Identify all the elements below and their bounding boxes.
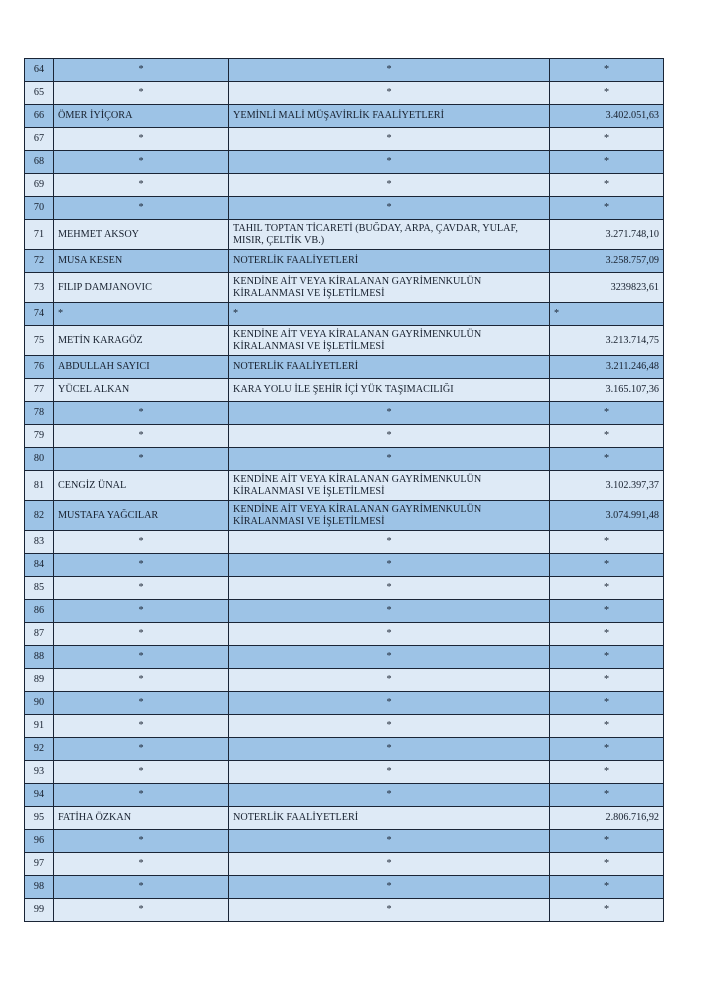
row-rank-number: 67 [25, 128, 54, 151]
row-rank-number: 94 [25, 784, 54, 807]
row-taxpayer-name: * [54, 738, 229, 761]
table-row [25, 425, 664, 448]
row-rank-number: 82 [25, 501, 54, 531]
row-taxpayer-name: MUSTAFA YAĞCILAR [54, 501, 229, 531]
table-row [25, 174, 664, 197]
row-tax-amount: * [550, 174, 664, 197]
row-taxpayer-name: * [54, 577, 229, 600]
row-tax-amount: * [550, 692, 664, 715]
table-row [25, 577, 664, 600]
row-taxpayer-name: * [54, 82, 229, 105]
row-taxpayer-name: * [54, 554, 229, 577]
row-taxpayer-name: * [54, 784, 229, 807]
table-row [25, 600, 664, 623]
row-activity-description: KENDİNE AİT VEYA KİRALANAN GAYRİMENKULÜN KİRALANMASI VE İŞLETİLMESİ [229, 273, 550, 303]
row-tax-amount: * [550, 554, 664, 577]
row-tax-amount: * [550, 784, 664, 807]
row-rank-number: 71 [25, 220, 54, 250]
table-row [25, 830, 664, 853]
table-row [25, 326, 664, 356]
row-activity-description: KENDİNE AİT VEYA KİRALANAN GAYRİMENKULÜN KİRALANMASI VE İŞLETİLMESİ [229, 501, 550, 531]
row-rank-number: 91 [25, 715, 54, 738]
table-row [25, 623, 664, 646]
row-activity-description: * [229, 174, 550, 197]
row-tax-amount: * [550, 738, 664, 761]
row-activity-description: * [229, 82, 550, 105]
row-tax-amount: * [550, 425, 664, 448]
row-activity-description: KENDİNE AİT VEYA KİRALANAN GAYRİMENKULÜN KİRALANMASI VE İŞLETİLMESİ [229, 471, 550, 501]
row-activity-description: * [229, 128, 550, 151]
row-tax-amount: 3.402.051,63 [550, 105, 664, 128]
table-row [25, 105, 664, 128]
row-taxpayer-name: * [54, 531, 229, 554]
row-tax-amount: 3239823,61 [550, 273, 664, 303]
row-taxpayer-name: * [54, 830, 229, 853]
row-taxpayer-name: * [54, 761, 229, 784]
row-activity-description: * [229, 715, 550, 738]
row-taxpayer-name: * [54, 151, 229, 174]
table-row [25, 501, 664, 531]
row-activity-description: * [229, 531, 550, 554]
row-rank-number: 83 [25, 531, 54, 554]
row-tax-amount: * [550, 151, 664, 174]
row-activity-description: * [229, 692, 550, 715]
row-taxpayer-name: ABDULLAH SAYICI [54, 356, 229, 379]
row-rank-number: 95 [25, 807, 54, 830]
row-rank-number: 98 [25, 876, 54, 899]
row-rank-number: 97 [25, 853, 54, 876]
table-row [25, 250, 664, 273]
row-activity-description: * [229, 876, 550, 899]
row-taxpayer-name: * [54, 669, 229, 692]
row-tax-amount: * [550, 830, 664, 853]
table-row [25, 402, 664, 425]
row-activity-description: * [229, 600, 550, 623]
row-rank-number: 93 [25, 761, 54, 784]
table-row [25, 531, 664, 554]
row-activity-description: TAHIL TOPTAN TİCARETİ (BUĞDAY, ARPA, ÇAVDAR, YULAF, MISIR, ÇELTİK VB.) [229, 220, 550, 250]
row-tax-amount: * [550, 577, 664, 600]
row-taxpayer-name: * [54, 448, 229, 471]
row-activity-description: * [229, 646, 550, 669]
taxpayer-ranking-table [24, 58, 664, 922]
row-rank-number: 92 [25, 738, 54, 761]
row-rank-number: 69 [25, 174, 54, 197]
table-row [25, 784, 664, 807]
table-row [25, 692, 664, 715]
row-taxpayer-name: * [54, 623, 229, 646]
row-rank-number: 65 [25, 82, 54, 105]
row-taxpayer-name: * [54, 128, 229, 151]
row-rank-number: 75 [25, 326, 54, 356]
table-row [25, 59, 664, 82]
row-rank-number: 80 [25, 448, 54, 471]
row-rank-number: 81 [25, 471, 54, 501]
row-activity-description: * [229, 784, 550, 807]
row-taxpayer-name: * [54, 876, 229, 899]
row-rank-number: 89 [25, 669, 54, 692]
row-activity-description: NOTERLİK FAALİYETLERİ [229, 250, 550, 273]
table-row [25, 448, 664, 471]
row-tax-amount: 3.271.748,10 [550, 220, 664, 250]
table-row [25, 356, 664, 379]
table-row [25, 151, 664, 174]
row-activity-description: * [229, 899, 550, 922]
row-activity-description: * [229, 738, 550, 761]
row-tax-amount: 2.806.716,92 [550, 807, 664, 830]
row-rank-number: 86 [25, 600, 54, 623]
table-row [25, 303, 664, 326]
row-tax-amount: * [550, 899, 664, 922]
row-activity-description: * [229, 402, 550, 425]
row-activity-description: * [229, 830, 550, 853]
row-tax-amount: 3.258.757,09 [550, 250, 664, 273]
row-tax-amount: * [550, 303, 664, 326]
table-row [25, 220, 664, 250]
row-rank-number: 78 [25, 402, 54, 425]
row-activity-description: KARA YOLU İLE ŞEHİR İÇİ YÜK TAŞIMACILIĞI [229, 379, 550, 402]
row-rank-number: 88 [25, 646, 54, 669]
row-tax-amount: * [550, 853, 664, 876]
row-activity-description: YEMİNLİ MALİ MÜŞAVİRLİK FAALİYETLERİ [229, 105, 550, 128]
row-taxpayer-name: * [54, 197, 229, 220]
table-row [25, 899, 664, 922]
table-row [25, 876, 664, 899]
row-taxpayer-name: METİN KARAGÖZ [54, 326, 229, 356]
row-activity-description: * [229, 554, 550, 577]
row-taxpayer-name: FILIP DAMJANOVIC [54, 273, 229, 303]
row-tax-amount: * [550, 623, 664, 646]
row-taxpayer-name: * [54, 59, 229, 82]
row-activity-description: NOTERLİK FAALİYETLERİ [229, 356, 550, 379]
row-activity-description: * [229, 448, 550, 471]
row-rank-number: 70 [25, 197, 54, 220]
row-taxpayer-name: * [54, 600, 229, 623]
row-activity-description: * [229, 623, 550, 646]
row-taxpayer-name: * [54, 646, 229, 669]
row-activity-description: * [229, 577, 550, 600]
row-activity-description: * [229, 303, 550, 326]
row-rank-number: 85 [25, 577, 54, 600]
row-rank-number: 84 [25, 554, 54, 577]
row-taxpayer-name: * [54, 715, 229, 738]
row-taxpayer-name: FATİHA ÖZKAN [54, 807, 229, 830]
table-row [25, 738, 664, 761]
table-row [25, 554, 664, 577]
table-row [25, 646, 664, 669]
table-row [25, 761, 664, 784]
row-activity-description: KENDİNE AİT VEYA KİRALANAN GAYRİMENKULÜN KİRALANMASI VE İŞLETİLMESİ [229, 326, 550, 356]
row-tax-amount: 3.165.107,36 [550, 379, 664, 402]
table-row [25, 379, 664, 402]
table-row [25, 471, 664, 501]
row-tax-amount: * [550, 402, 664, 425]
row-rank-number: 66 [25, 105, 54, 128]
row-tax-amount: 3.102.397,37 [550, 471, 664, 501]
row-taxpayer-name: * [54, 425, 229, 448]
table-row [25, 853, 664, 876]
row-tax-amount: 3.074.991,48 [550, 501, 664, 531]
row-tax-amount: * [550, 646, 664, 669]
table-row [25, 128, 664, 151]
row-taxpayer-name: * [54, 899, 229, 922]
row-taxpayer-name: CENGİZ ÜNAL [54, 471, 229, 501]
row-tax-amount: * [550, 82, 664, 105]
row-activity-description: * [229, 761, 550, 784]
row-taxpayer-name: * [54, 402, 229, 425]
row-tax-amount: 3.213.714,75 [550, 326, 664, 356]
row-activity-description: * [229, 59, 550, 82]
row-rank-number: 77 [25, 379, 54, 402]
table-row [25, 669, 664, 692]
row-taxpayer-name: MEHMET AKSOY [54, 220, 229, 250]
row-tax-amount: * [550, 876, 664, 899]
row-taxpayer-name: ÖMER İYİÇORA [54, 105, 229, 128]
row-tax-amount: * [550, 669, 664, 692]
row-rank-number: 96 [25, 830, 54, 853]
row-rank-number: 87 [25, 623, 54, 646]
row-activity-description: NOTERLİK FAALİYETLERİ [229, 807, 550, 830]
row-rank-number: 99 [25, 899, 54, 922]
row-rank-number: 79 [25, 425, 54, 448]
table-body [25, 59, 664, 922]
row-taxpayer-name: * [54, 303, 229, 326]
row-tax-amount: * [550, 59, 664, 82]
row-taxpayer-name: * [54, 692, 229, 715]
table-row [25, 273, 664, 303]
table-row [25, 197, 664, 220]
row-rank-number: 64 [25, 59, 54, 82]
row-tax-amount: * [550, 531, 664, 554]
row-rank-number: 72 [25, 250, 54, 273]
row-activity-description: * [229, 197, 550, 220]
row-tax-amount: * [550, 600, 664, 623]
row-taxpayer-name: * [54, 853, 229, 876]
row-tax-amount: * [550, 761, 664, 784]
row-rank-number: 90 [25, 692, 54, 715]
row-taxpayer-name: * [54, 174, 229, 197]
row-activity-description: * [229, 853, 550, 876]
row-tax-amount: * [550, 128, 664, 151]
row-tax-amount: * [550, 715, 664, 738]
row-tax-amount: 3.211.246,48 [550, 356, 664, 379]
row-activity-description: * [229, 425, 550, 448]
row-taxpayer-name: MUSA KESEN [54, 250, 229, 273]
table-row [25, 82, 664, 105]
row-activity-description: * [229, 151, 550, 174]
row-tax-amount: * [550, 197, 664, 220]
row-tax-amount: * [550, 448, 664, 471]
row-rank-number: 74 [25, 303, 54, 326]
row-rank-number: 68 [25, 151, 54, 174]
row-activity-description: * [229, 669, 550, 692]
row-rank-number: 76 [25, 356, 54, 379]
table-row [25, 807, 664, 830]
row-rank-number: 73 [25, 273, 54, 303]
table-row [25, 715, 664, 738]
row-taxpayer-name: YÜCEL ALKAN [54, 379, 229, 402]
